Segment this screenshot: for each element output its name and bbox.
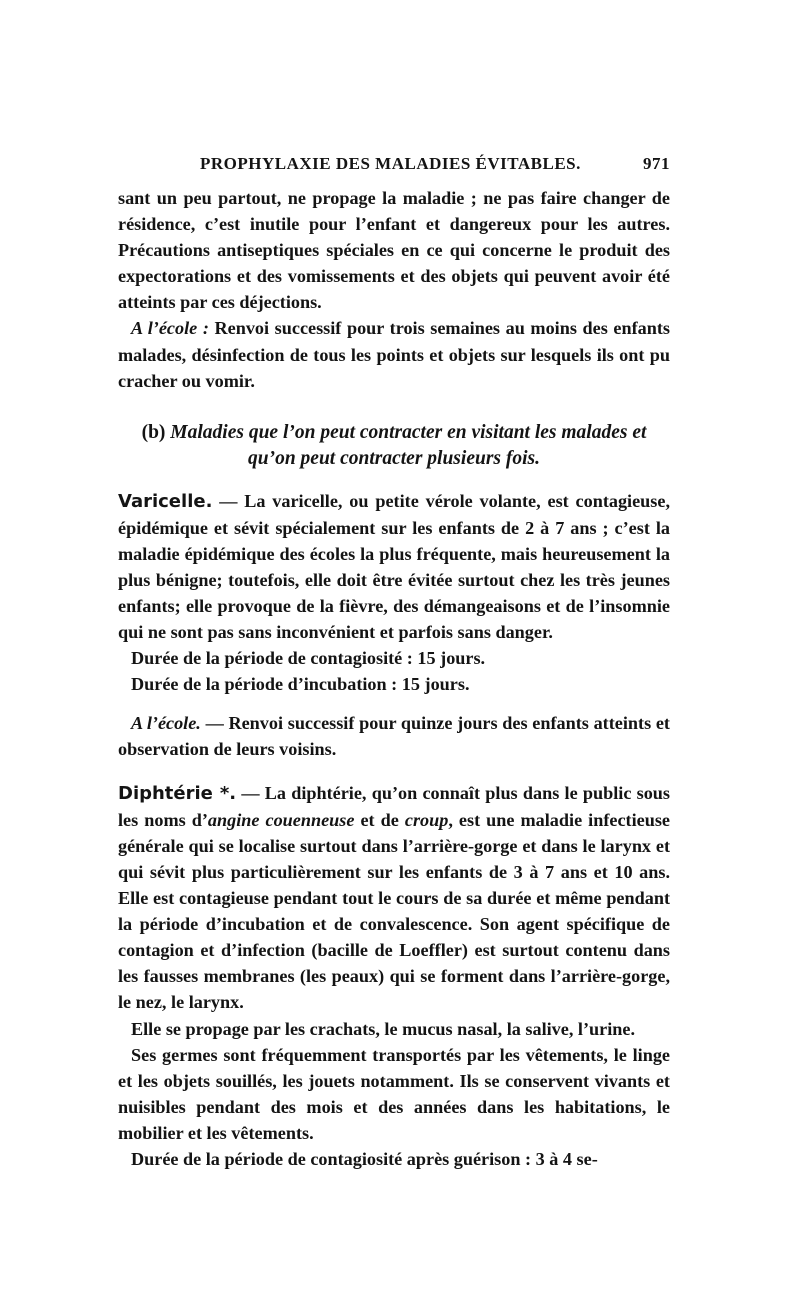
- body-text: [118, 185, 670, 1172]
- term-varicelle: Varicelle.: [118, 490, 213, 512]
- varicelle-incubation: Durée de la période d’incubation : 15 jours.: [131, 674, 470, 695]
- term-diphterie: Diphtérie *.: [118, 782, 237, 804]
- section-title-line2: qu’on peut contracter plusieurs fois.: [248, 447, 540, 469]
- ecole-label: A l’école :: [131, 318, 209, 339]
- paragraph-ecole: [118, 315, 670, 393]
- paragraph-varicelle: [118, 488, 670, 646]
- section-title-line1: Maladies que l’on peut contracter en visitant les malades et: [165, 421, 647, 443]
- section-heading-b: [118, 420, 670, 472]
- ecole2-label: A l’école.: [131, 712, 201, 733]
- ecole-text: Renvoi successif pour trois semaines au moins des enfants malades, désinfection de tous les points et objets sur lesquels ils ont pu cracher ou vomir.: [118, 318, 670, 391]
- diphterie-text-c: , est une maladie infectieuse générale qui se localise surtout dans l’arrière-gorge et dans le larynx et qui sévit plus particulièrement sur les enfants de 3 à 7 ans et 10 ans. Elle est contagieuse pendant tout le cours de sa durée et même pendant la période d’incubation et de convalescence. Son agent spécifique de contagion et d’infection (bacille de Loeffler) est surtout contenu dans les fausses membranes (les peaux) qui se forment dans l’arrière-gorge, le nez, le larynx.: [118, 809, 671, 1013]
- term-angine: angine couenneuse: [207, 809, 355, 830]
- paragraph-diphterie: [118, 780, 670, 1016]
- varicelle-text: — La varicelle, ou petite vérole volante, est contagieuse, épidémique et sévit spécialement sur les enfants de 2 à 7 ans ; c’est la maladie épidémique des écoles la plus fréquente, mais heureusement la plus bénigne; toutefois, elle doit être évitée surtout chez les très jeunes enfants; elle provoque de la fièvre, des démangeaisons et de l’insomnie qui ne sont pas sans inconvénient et parfois sans danger.: [118, 490, 670, 643]
- varicelle-contagiosite: Durée de la période de contagiosité : 15 jours.: [131, 648, 486, 669]
- paragraph-continuation: sant un peu partout, ne propage la maladie ; ne pas faire changer de résidence, c’est inutile pour l’enfant et dangereux pour les autres. Précautions antiseptiques spéciales en ce qui concerne le produit des expectorations et des vomissements et des objets qui peuvent avoir été atteints par ces déjections.: [118, 188, 670, 313]
- section-label: (b): [141, 421, 166, 443]
- paragraph-crachats: Elle se propage par les crachats, le mucus nasal, la salive, l’urine.: [131, 1018, 636, 1039]
- term-croup: croup: [404, 809, 449, 830]
- paragraph-duree: Durée de la période de contagiosité après guérison : 3 à 4 se-: [131, 1149, 598, 1169]
- diphterie-text-b: et de: [354, 809, 405, 830]
- diphterie-text-a: — La diphtérie, qu’on connaît plus dans le public sous les noms d’: [118, 782, 670, 830]
- paragraph-germes: Ses germes sont fréquemment transportés par les vêtements, le linge et les objets souillés, les jouets notamment. Ils se conservent vivants et nuisibles pendant des mois et des années dans les habitations, le mobilier et les vêtements.: [118, 1044, 670, 1143]
- paragraph-ecole-2: [118, 710, 670, 762]
- ecole2-text: — Renvoi successif pour quinze jours des enfants atteints et observation de leurs voisins.: [118, 712, 670, 759]
- page-number: 971: [643, 154, 670, 173]
- header-title: PROPHYLAXIE DES MALADIES ÉVITABLES.: [200, 154, 581, 173]
